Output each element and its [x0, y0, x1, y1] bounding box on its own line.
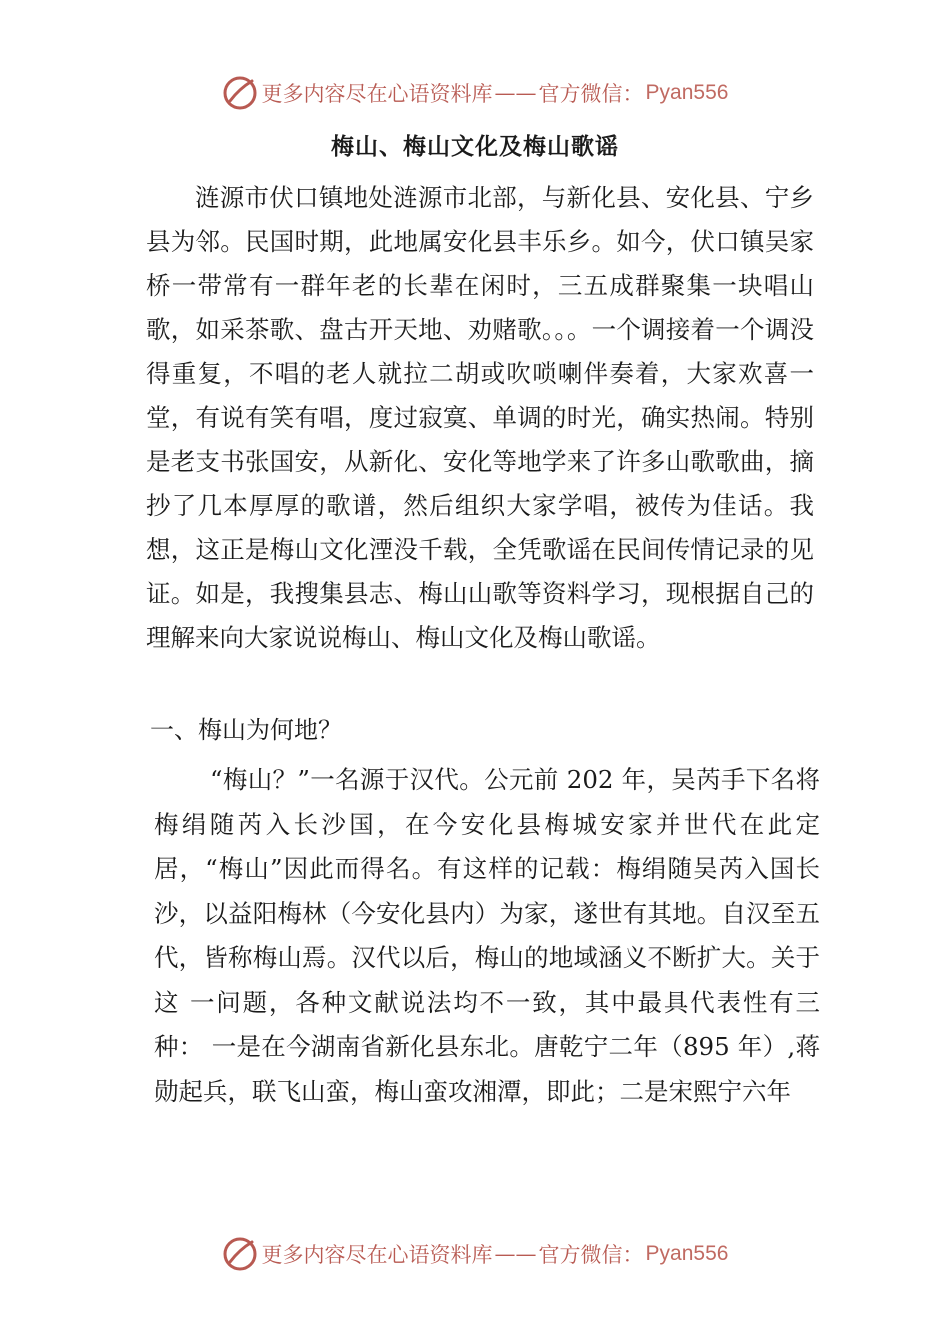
- watermark-wechat-label: 官方微信：: [538, 82, 644, 106]
- watermark-main-text: 更多内容尽在心语资料库: [261, 1243, 493, 1267]
- watermark-wechat-label: 官方微信：: [538, 1243, 644, 1267]
- watermark-wechat-id: Pyan556: [645, 1242, 729, 1265]
- watermark-dash: ——: [494, 1242, 537, 1266]
- section-paragraph: “梅山？”一名源于汉代。公元前 202 年，吴芮手下名将梅绢随芮入长沙国，在今安化县梅城安家并世代在此定居，“梅山”因此而得名。有这样的记载：梅绢随吴芮入国长沙，以益阳梅林（今安化县内）为家，遂世有其地。自汉至五代，皆称梅山焉。汉代以后，梅山的地域涵义不断扩大。关于这 一问题，各种文献说法均不一致，其中最具代表性有三种： 一是在今湖南省新化县东北。唐乾宁二年（895 年）,蒋勋起兵，联飞山蛮，梅山蛮攻湘潭，即此；二是宋熙宁六年: [154, 765, 820, 1106]
- document-title: 梅山、梅山文化及梅山歌谣: [331, 133, 619, 160]
- brush-logo-icon: [222, 1236, 258, 1272]
- watermark-footer: [0, 1234, 950, 1274]
- watermark-header: [0, 73, 950, 113]
- brush-logo-icon: [222, 75, 258, 111]
- watermark-wechat-id: Pyan556: [645, 81, 729, 104]
- watermark-dash: ——: [494, 81, 537, 105]
- section-heading: 一、梅山为何地？: [150, 716, 342, 744]
- watermark-main-text: 更多内容尽在心语资料库: [261, 82, 493, 106]
- intro-paragraph: 涟源市伏口镇地处涟源市北部，与新化县、安化县、宁乡县为邻。民国时期，此地属安化县丰乐乡。如今，伏口镇吴家桥一带常有一群年老的长辈在闲时，三五成群聚集一块唱山歌，如采茶歌、盘古开天地、劝赌歌。。。一个调接着一个调没得重复，不唱的老人就拉二胡或吹唢喇伴奏着，大家欢喜一堂，有说有笑有唱，度过寂寞、单调的时光，确实热闹。特别是老支书张国安，从新化、安化等地学来了许多山歌歌曲，摘抄了几本厚厚的歌谱，然后组织大家学唱，被传为佳话。我想，这正是梅山文化湮没千载，全凭歌谣在民间传情记录的见证。如是，我搜集县志、梅山山歌等资料学习，现根据自己的理解来向大家说说梅山、梅山文化及梅山歌谣。: [146, 183, 814, 652]
